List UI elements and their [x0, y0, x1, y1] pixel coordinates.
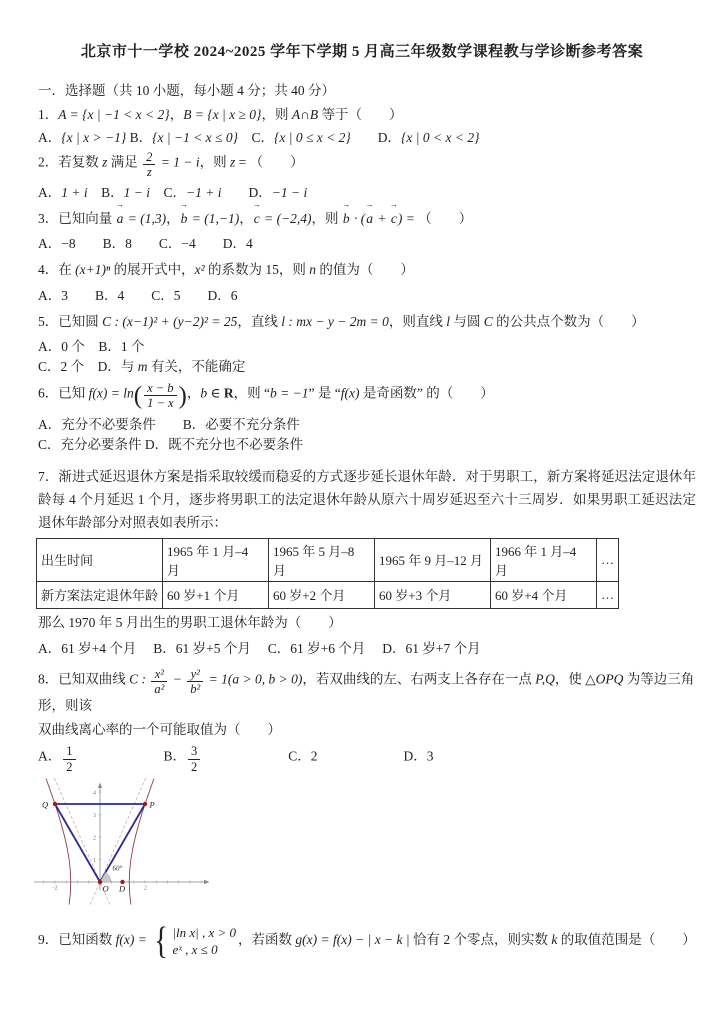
- text-segment: ∈: [207, 385, 224, 401]
- m-segment: −1 + i: [186, 184, 222, 200]
- text-segment: C．2 个 D．与: [38, 358, 138, 374]
- hyperbola-figure: [30, 778, 215, 911]
- text-segment: ，则: [311, 210, 342, 226]
- q3-options: [0, 234, 724, 254]
- point-label-O: O: [102, 883, 109, 894]
- text-segment: ，则直线: [388, 313, 447, 329]
- table-cell: 60 岁+1 个月: [163, 581, 269, 608]
- m-segment: {x | x > −1}: [61, 130, 127, 145]
- text-segment: （ ）: [418, 210, 473, 226]
- text-segment: D．: [221, 184, 272, 200]
- text-segment: ，若函数: [238, 932, 296, 948]
- q7-paragraph: 7．渐进式延迟退休方案是指采取较缓而稳妥的方式逐步延长退休年龄．对于男职工，新方案将延迟法定退休年龄每 4 个月延迟 1 个月，逐步将男职工的法定退休年龄从原六十周岁延迟至六十三周岁．如果男职工延迟法定退休年龄部分对照表如表所示：: [38, 468, 696, 530]
- text-segment: 的系数为 15，则: [204, 261, 310, 277]
- q3-stem: [0, 199, 724, 229]
- m-segment: f(x): [340, 385, 360, 401]
- text-segment: ，则: [199, 154, 230, 170]
- text-segment: C．: [150, 184, 187, 200]
- m-segment: l : mx − y − 2m = 0: [281, 313, 389, 329]
- point-label-P: P: [149, 799, 155, 810]
- point-label-D: D: [119, 883, 126, 894]
- text-segment: C．2: [288, 748, 318, 764]
- text-segment: B．: [87, 184, 124, 200]
- text-segment: ，直线: [237, 313, 282, 329]
- m-segment: B = {x | x ≥ 0}: [183, 107, 262, 122]
- text-segment: A．充分不必要条件 B．必要不充分条件: [38, 416, 300, 432]
- text-segment: ，: [186, 385, 201, 401]
- text-segment: ，则: [261, 107, 292, 122]
- text-segment: 2．若复数: [38, 154, 103, 170]
- text-segment: B．: [126, 130, 153, 145]
- point-dot-Q: [53, 802, 57, 806]
- cases-segment: { |ln x| , x > 0 eˣ , x ≤ 0: [154, 920, 237, 962]
- m-segment: A∩B: [291, 107, 319, 122]
- vec-segment: → c: [389, 199, 398, 226]
- m-segment: {x | 0 < x < 2}: [401, 130, 480, 145]
- m-segment: (x+1)ⁿ: [75, 261, 111, 277]
- table-cell: 60 岁+3 个月: [375, 581, 491, 608]
- text-segment: ，: [239, 210, 253, 226]
- text-segment: ，使: [554, 670, 586, 686]
- m-segment: △OPQ: [585, 670, 624, 686]
- text-segment: 6．已知: [38, 385, 89, 401]
- frac-segment: $\frac{3}{2}$: [188, 744, 200, 774]
- table-cell: 出生时间: [37, 538, 163, 581]
- text-segment: 8．已知双曲线: [38, 670, 130, 686]
- m-segment: b = −1: [270, 385, 309, 401]
- m-segment: P,Q: [535, 670, 555, 686]
- table-cell: …: [597, 581, 619, 608]
- m-segment: f(x) = ln: [88, 385, 134, 401]
- table-cell: 1966 年 1 月–4 月: [491, 538, 597, 581]
- m-segment: {x | 0 ≤ x < 2}: [274, 130, 351, 145]
- m-segment: {x | −1 < x ≤ 0}: [152, 130, 238, 145]
- m-segment: = 1(a > 0, b > 0): [205, 670, 303, 686]
- text-segment: A．−8 B．8 C．−4 D．4: [38, 235, 253, 251]
- table-row: [37, 581, 619, 608]
- q5-options-1: [0, 337, 724, 357]
- m-segment: = (−2,4): [260, 210, 312, 226]
- text-segment: C．: [237, 130, 274, 145]
- text-segment: ，: [166, 210, 180, 226]
- m-segment: 1 − i: [123, 184, 151, 200]
- table-cell: 1965 年 5 月–8 月: [269, 538, 375, 581]
- text-segment: 是奇函数” 的（ ）: [359, 385, 494, 401]
- big-segment: (: [133, 382, 143, 410]
- text-segment: 双曲线离心率的一个可能取值为（ ）: [38, 722, 281, 738]
- q6-options-1: [0, 415, 724, 435]
- m-segment: l: [446, 313, 450, 329]
- section-heading: 一．选择题（共 10 小题，每小题 4 分；共 40 分）: [38, 83, 335, 98]
- hyperbola-right-branch: [129, 779, 154, 905]
- q7-follow: 那么 1970 年 5 月出生的男职工退休年龄为（ ）: [38, 614, 342, 630]
- vec-segment: → c: [252, 199, 261, 226]
- text-segment: ，则 “: [233, 385, 270, 401]
- q5-stem: [0, 312, 724, 332]
- m-segment: A = {x | −1 < x < 2}: [58, 107, 170, 122]
- text-segment: 的值为（ ）: [316, 261, 414, 277]
- text-segment: A．3 B．4 C．5 D．6: [38, 287, 238, 303]
- text-segment: B．: [163, 748, 187, 764]
- text-segment: 5．已知圆: [38, 313, 103, 329]
- text-segment: 为等边三角形，则该: [38, 670, 695, 714]
- y-tick-label: 3: [93, 813, 96, 819]
- table-cell: 1965 年 9 月–12 月: [375, 538, 491, 581]
- point-label-Q: Q: [42, 799, 49, 810]
- m-segment: g(x) = f(x) − | x − k |: [295, 932, 410, 948]
- text-segment: 的展开式中，: [110, 261, 195, 277]
- q5-options-2: [0, 357, 724, 377]
- q4-options: [0, 286, 724, 306]
- vec-segment: → b: [179, 199, 188, 226]
- m-segment: z: [102, 154, 108, 170]
- table-cell: 1965 年 1 月–4 月: [163, 538, 269, 581]
- text-segment: D．: [350, 130, 402, 145]
- m-segment: 1 + i: [61, 184, 88, 200]
- q9-stem: [0, 920, 724, 962]
- text-segment: 9．已知函数: [38, 932, 116, 948]
- table-cell: 60 岁+4 个月: [491, 581, 597, 608]
- text-segment: 1．: [38, 107, 59, 122]
- m-segment: x²: [194, 261, 205, 277]
- m-segment: −: [169, 670, 186, 686]
- q4-stem: [0, 260, 724, 280]
- text-segment: = （ ）: [235, 154, 304, 170]
- q8-options: [0, 744, 724, 774]
- q2-options: [0, 183, 724, 203]
- text-segment: 的取值范围是（ ）: [557, 932, 696, 948]
- text-segment: 与圆: [449, 313, 484, 329]
- frac-segment: $\frac{2}{z}$: [143, 150, 155, 180]
- m-segment: ) =: [397, 210, 419, 226]
- page-title: 北京市十一学校 2024~2025 学年下学期 5 月高三年级数学课程教与学诊断参考答案: [80, 44, 644, 60]
- y-axis-arrow-icon: [98, 783, 102, 789]
- m-segment: k: [551, 932, 558, 948]
- q7-options: A．61 岁+4 个月 B．61 岁+5 个月 C．61 岁+6 个月 D．61 岁+7 个月: [38, 640, 481, 656]
- q8-stem-1: [0, 667, 724, 717]
- point-dot-P: [143, 802, 147, 806]
- text-segment: 的公共点个数为（ ）: [492, 313, 645, 329]
- m-segment: = 1 − i: [157, 154, 200, 170]
- frac-segment: $\frac{x - b}{1 - x}$: [144, 381, 176, 411]
- b-segment: R: [223, 385, 234, 401]
- text-segment: A．: [38, 130, 62, 145]
- m-segment: f(x) =: [115, 932, 151, 948]
- m-segment: C: [483, 313, 493, 329]
- text-segment: ” 是 “: [308, 385, 341, 401]
- text-segment: ，若双曲线的左、右两支上各存在一点: [302, 670, 536, 686]
- text-segment: 恰有 2 个零点，则实数: [409, 932, 552, 948]
- vec-segment: → b: [342, 199, 351, 226]
- table-row: [37, 538, 619, 581]
- m-segment: = (1,−1): [188, 210, 240, 226]
- text-segment: 满足: [107, 154, 142, 170]
- text-segment: 3．已知向量: [38, 210, 116, 226]
- frac-segment: $\frac{\text{x²}}{\text{a²}}$: [151, 667, 167, 697]
- text-segment: 4．在: [38, 261, 76, 277]
- text-segment: ，: [169, 107, 184, 122]
- m-segment: · (: [350, 210, 366, 226]
- y-tick-label: 4: [93, 790, 96, 797]
- m-segment: m: [137, 358, 148, 374]
- q6-stem: [0, 381, 724, 411]
- m-segment: n: [309, 261, 317, 277]
- angle-label: 60°: [112, 864, 123, 873]
- text-segment: C．充分必要条件 D．既不充分也不必要条件: [38, 436, 304, 452]
- table-cell: 新方案法定退休年龄: [37, 581, 163, 608]
- vec-segment: → a: [365, 199, 374, 226]
- frac-segment: $\frac{\text{y²}}{\text{b²}}$: [187, 667, 203, 697]
- frac-segment: $\frac{1}{2}$: [63, 744, 75, 774]
- text-segment: A．: [38, 748, 62, 764]
- m-segment: −1 − i: [271, 184, 308, 200]
- m-segment: = (1,3): [124, 210, 167, 226]
- q1-stem: [0, 105, 724, 125]
- text-segment: 等于（ ）: [318, 107, 403, 122]
- y-tick-label: 1: [93, 858, 96, 864]
- q6-options-2: [0, 435, 724, 455]
- vec-segment: → a: [116, 199, 124, 226]
- m-segment: C :: [129, 670, 150, 686]
- m-segment: C : (x−1)² + (y−2)² = 25: [102, 313, 238, 329]
- big-segment: ): [178, 382, 187, 410]
- text-segment: A．: [38, 184, 62, 200]
- q8-figure: [30, 778, 724, 916]
- q8-stem-2: [0, 720, 724, 740]
- hyperbola-left-branch: [46, 779, 71, 905]
- text-segment: A．0 个 B．1 个: [38, 338, 145, 354]
- m-segment: b: [200, 385, 208, 401]
- y-tick-label: 2: [93, 835, 96, 842]
- asymptote-line: [90, 778, 146, 905]
- q1-options: [0, 128, 724, 148]
- table-cell: …: [597, 538, 619, 581]
- table-cell: 60 岁+2 个月: [269, 581, 375, 608]
- x-tick-label: 2: [144, 885, 147, 892]
- retirement-table: [36, 538, 619, 609]
- m-segment: +: [374, 210, 390, 226]
- x-axis-arrow-icon: [204, 880, 210, 884]
- text-segment: 有关，不能确定: [147, 358, 246, 374]
- m-segment: z: [230, 154, 236, 170]
- q2-stem: [0, 150, 724, 180]
- x-tick-label: -2: [52, 885, 58, 892]
- text-segment: D．3: [403, 748, 434, 764]
